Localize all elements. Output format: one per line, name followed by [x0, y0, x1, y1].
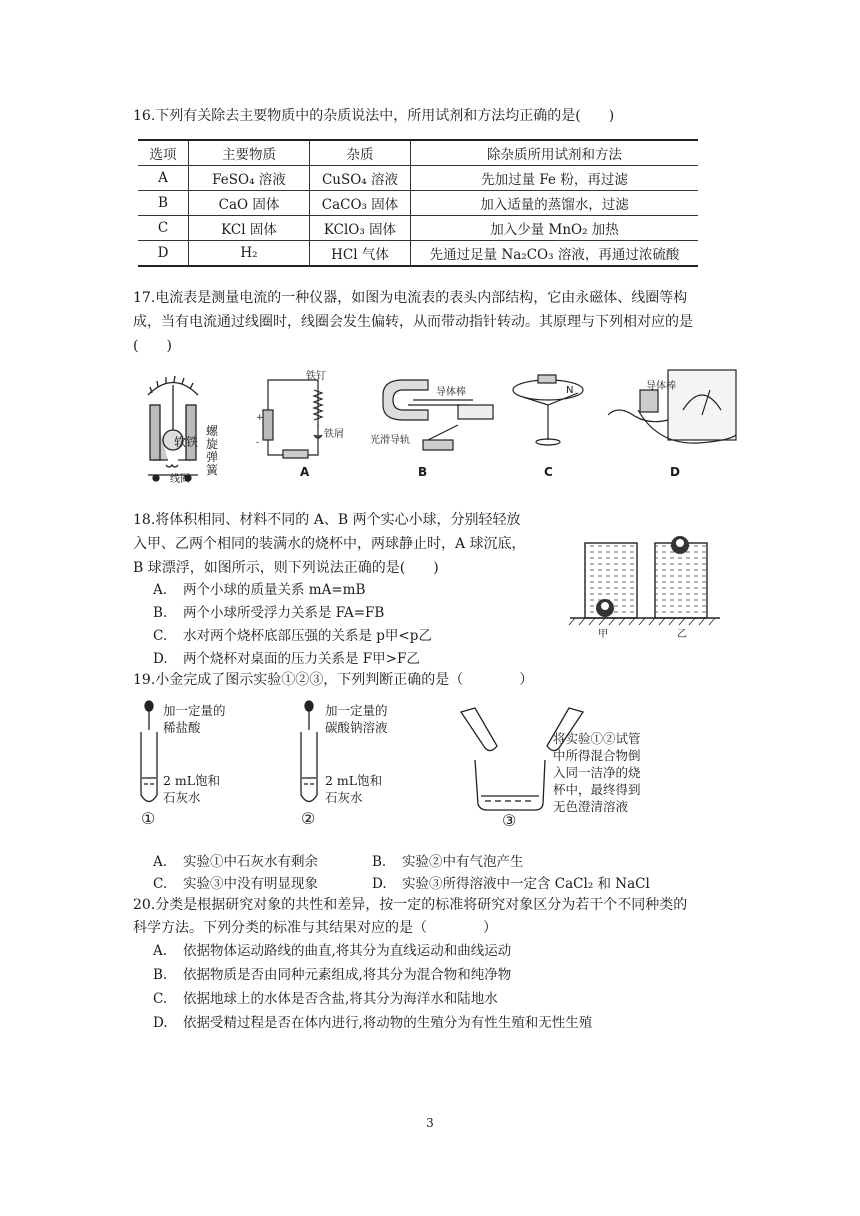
option-text: 两个烧杯对桌面的压力关系是 F甲>F乙: [183, 651, 420, 667]
option-text: 实验③所得溶液中一定含 CaCl₂ 和 NaCl: [402, 876, 650, 892]
option-text: 实验①中石灰水有剩余: [183, 854, 318, 870]
label-spring: 螺旋弹簧: [206, 424, 219, 477]
q18-option-b: [153, 603, 384, 623]
option-label: A.: [153, 943, 168, 959]
q20-option-d: [153, 1013, 592, 1033]
tube1-reagent-label: 加一定量的 稀盐酸: [163, 703, 226, 735]
q18-option-c: [153, 626, 432, 646]
option-text: 依据地球上的水体是否含盐,将其分为海洋水和陆地水: [183, 991, 498, 1007]
table-row: [138, 216, 698, 241]
option-label: C.: [153, 991, 168, 1007]
label-conductor-rod-d: 导体棒: [646, 381, 676, 392]
q18-line1: 18.将体积相同、材料不同的 A、B 两个实心小球，分别轻轻放: [133, 512, 521, 528]
table-cell: D: [138, 241, 189, 267]
tube1-content-label: 2 mL饱和 石灰水: [163, 773, 221, 805]
col-main-substance: 主要物质: [189, 140, 310, 166]
test-tube-2: [301, 701, 317, 802]
q19-option-d: [372, 874, 650, 894]
table-cell: CuSO₄ 溶液: [310, 166, 411, 191]
beaker-number: ③: [502, 811, 517, 830]
tube2-content-label: 2 mL饱和 石灰水: [325, 773, 383, 805]
table-cell: CaCO₃ 固体: [310, 191, 411, 216]
q19-figure: [135, 700, 735, 835]
q19-option-a: [153, 852, 318, 872]
option-text: 两个小球的质量关系 mA=mB: [183, 582, 366, 598]
option-label: B.: [153, 605, 168, 621]
label-smooth-rail: 光滑导轨: [370, 435, 410, 446]
table-row: [138, 166, 698, 191]
label-iron-nail: 铁钉: [306, 371, 326, 382]
table-cell: FeSO₄ 溶液: [189, 166, 310, 191]
table-cell: 加入适量的蒸馏水，过滤: [411, 191, 699, 216]
option-label: B.: [153, 967, 168, 983]
table-cell: HCl 气体: [310, 241, 411, 267]
label-conductor-rod-b: 导体棒: [436, 387, 466, 398]
beaker-description: 将实验①②试管 中所得混合物倒 入同一洁净的烧 杯中，最终得到 无色澄清溶液: [553, 731, 641, 814]
q20-option-a: [153, 941, 511, 961]
q18-line3: B 球漂浮，如图所示，则下列说法正确的是( ): [133, 560, 439, 576]
q20-line2: 科学方法。下列分类的标准与其结果对应的是（ ）: [133, 920, 497, 936]
q16-table: [138, 139, 698, 267]
option-label: D.: [153, 1015, 168, 1031]
option-letter-c: C: [544, 465, 553, 479]
label-soft-iron: 软铁: [174, 435, 199, 449]
option-letter-a: A: [300, 465, 310, 479]
option-text: 实验③中没有明显现象: [183, 876, 318, 892]
col-impurity: 杂质: [310, 140, 411, 166]
option-a-diagram: [256, 380, 322, 458]
table-row: [138, 191, 698, 216]
q17-line1: 17.电流表是测量电流的一种仪器，如图为电流表的表头内部结构，它由永磁体、线圈等构: [133, 290, 688, 306]
tube1-number: ①: [141, 809, 156, 828]
table-cell: B: [138, 191, 189, 216]
table-row: [138, 241, 698, 267]
label-iron-filings: 铁屑: [324, 429, 344, 440]
table-cell: KCl 固体: [189, 216, 310, 241]
option-label: A.: [153, 582, 168, 598]
ammeter-head-diagram: [148, 376, 198, 481]
svg-text:-: -: [256, 438, 260, 448]
q18-line2: 入甲、乙两个相同的装满水的烧杯中，两球静止时，A 球沉底，: [133, 536, 526, 552]
q17-line3: ( ): [133, 338, 172, 354]
option-text: 依据物体运动路线的曲直,将其分为直线运动和曲线运动: [183, 943, 512, 959]
q20-option-c: [153, 989, 498, 1009]
q17-figure: [138, 365, 738, 485]
table-cell: KClO₃ 固体: [310, 216, 411, 241]
option-letter-d: D: [670, 465, 680, 479]
test-tube-1: [141, 701, 157, 802]
option-letter-b: B: [418, 465, 428, 479]
q18-figure: [565, 525, 725, 650]
q18-figure-svg: [565, 525, 725, 650]
q18-option-d: [153, 649, 420, 669]
table-header-row: [138, 140, 698, 166]
option-text: 两个小球所受浮力关系是 FA=FB: [183, 605, 385, 621]
table-cell: A: [138, 166, 189, 191]
page-number: 3: [426, 1116, 434, 1130]
option-label: D.: [372, 876, 387, 892]
q20-option-b: [153, 965, 511, 985]
option-text: 依据受精过程是否在体内进行,将动物的生殖分为有性生殖和无性生殖: [183, 1015, 593, 1031]
tube2-number: ②: [301, 809, 316, 828]
table-cell: 先通过足量 Na₂CO₃ 溶液，再通过浓硫酸: [411, 241, 699, 267]
option-label: B.: [372, 854, 387, 870]
beaker-yi: [655, 543, 707, 618]
table-cell: C: [138, 216, 189, 241]
label-jia: 甲: [598, 629, 608, 640]
label-north: N: [566, 385, 574, 396]
q19-stem: 19.小金完成了图示实验①②③，下列判断正确的是（ ）: [133, 672, 534, 688]
label-coil: 线圈: [170, 474, 190, 485]
table-cell: 先加过量 Fe 粉，再过滤: [411, 166, 699, 191]
q17-line2: 成，当有电流通过线圈时，线圈会发生偏转，从而带动指针转动。其原理与下列相对应的是: [133, 314, 693, 330]
option-label: C.: [153, 628, 168, 644]
option-label: A.: [153, 854, 168, 870]
col-method: 除杂质所用试剂和方法: [411, 140, 699, 166]
option-label: D.: [153, 651, 168, 667]
table-cell: 加入少量 MnO₂ 加热: [411, 216, 699, 241]
label-yi: 乙: [677, 629, 687, 640]
table-cell: CaO 固体: [189, 191, 310, 216]
table-cell: H₂: [189, 241, 310, 267]
q19-option-b: [372, 852, 524, 872]
q18-option-a: [153, 580, 365, 600]
col-option: 选项: [138, 140, 189, 166]
option-label: C.: [153, 876, 168, 892]
option-text: 依据物质是否由同种元素组成,将其分为混合物和纯净物: [183, 967, 512, 983]
q16-stem: 16.下列有关除去主要物质中的杂质说法中，所用试剂和方法均正确的是( ): [133, 108, 615, 124]
q20-line1: 20.分类是根据研究对象的共性和差异，按一定的标准将研究对象区分为若干个不同种类的: [133, 897, 688, 913]
option-text: 实验②中有气泡产生: [402, 854, 524, 870]
q19-option-c: [153, 874, 318, 894]
option-text: 水对两个烧杯底部压强的关系是 p甲<p乙: [183, 628, 432, 644]
tube2-reagent-label: 加一定量的 碳酸钠溶液: [325, 703, 388, 735]
svg-text:+: +: [256, 413, 264, 423]
